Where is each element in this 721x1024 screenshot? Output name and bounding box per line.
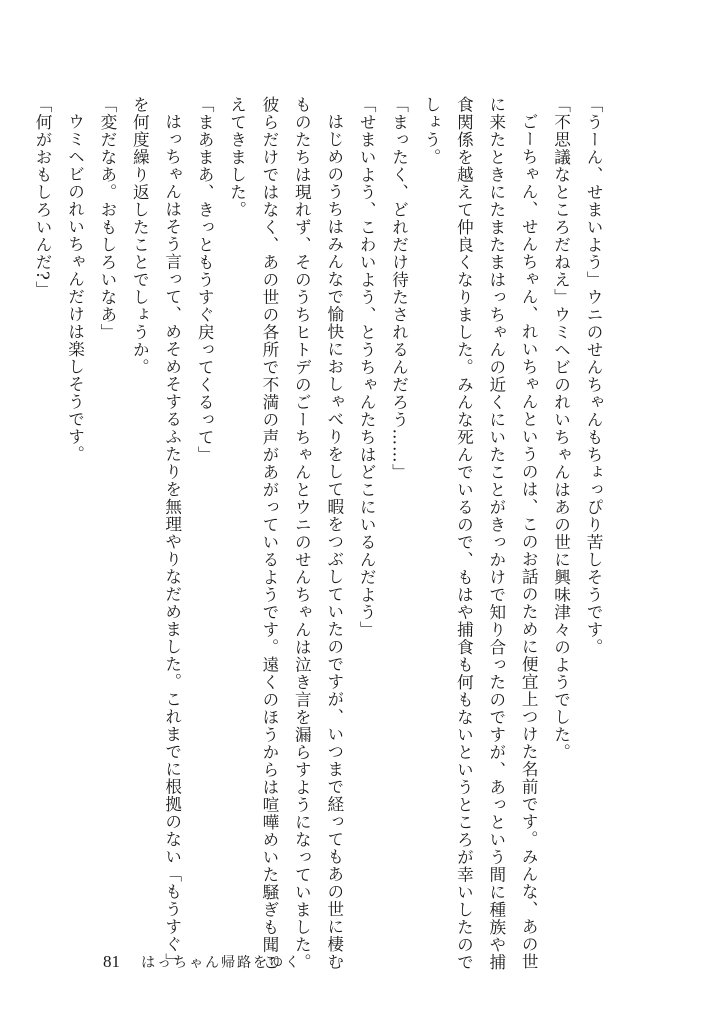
text-line: 彼らだけではなく、あの世の各所で不満の声があがっているようです。遠くのほうからは喧嘩めいた騒ぎも聞こ [259, 96, 279, 971]
text-line [58, 96, 90, 926]
running-title: はっちゃん帰路をゆく [141, 955, 302, 971]
text-line: しょう。 [421, 96, 441, 166]
page-footer [103, 952, 301, 973]
text-line: 食関係を越えて仲良くなりました。みんな死んでいるので、もはや捕食も何もないというところが幸いしたので [454, 96, 474, 971]
text-line-content: ウミヘビのれいちゃんだけは楽しそうです。 [65, 113, 85, 463]
text-line [155, 96, 187, 971]
text-line: えてきました。 [227, 96, 247, 219]
text-line [317, 96, 349, 971]
text-line-content: はっちゃんはそう言って、めそめそするふたりを無理やりなだめました。これまでに根拠のない「もうすぐ」 [162, 113, 182, 971]
text-line-content: ごーちゃん、せんちゃん、れいちゃんというのは、このお話のために便宜上つけた名前です。みんな、あの世 [519, 113, 539, 971]
text-line: 「せまいよう、こわいよう、とうちゃんたちはどこにいるんだよう」 [357, 96, 377, 639]
text-line: に来たときにたまたまはっちゃんの近くにいたことがきっかけで知り合ったのですが、あっという間に種族や捕 [486, 96, 506, 971]
text-line-content: はじめのうちはみんなで愉快におしゃべりをして暇をつぶしていたのですが、いつまで経ってもあの世に棲む [324, 113, 344, 971]
text-line [512, 96, 544, 971]
text-line: 「うーん、せまいよう」ウニのせんちゃんもちょっぴり苦しそうです。 [584, 96, 603, 656]
text-line: 「変だなあ。おもしろいなあ」 [97, 96, 117, 341]
text-line: 「不思議なところだねえ」ウミヘビのれいちゃんはあの世に興味津々のようでした。 [551, 96, 571, 761]
page-number: 81 [103, 952, 120, 971]
text-line: ものたちは現れず、そのうちヒトデのごーちゃんとウニのせんちゃんは泣き言を漏らすようになっていました。 [292, 96, 312, 971]
text-line: 「まったく、どれだけ待たされるんだろう……」 [389, 96, 409, 481]
text-line: 「何がおもしろいんだ?」 [33, 96, 53, 299]
text-line: を何度繰り返したことでしょうか。 [130, 96, 150, 376]
text-line: 「まあまあ、きっともうすぐ戻ってくるって」 [195, 96, 215, 464]
